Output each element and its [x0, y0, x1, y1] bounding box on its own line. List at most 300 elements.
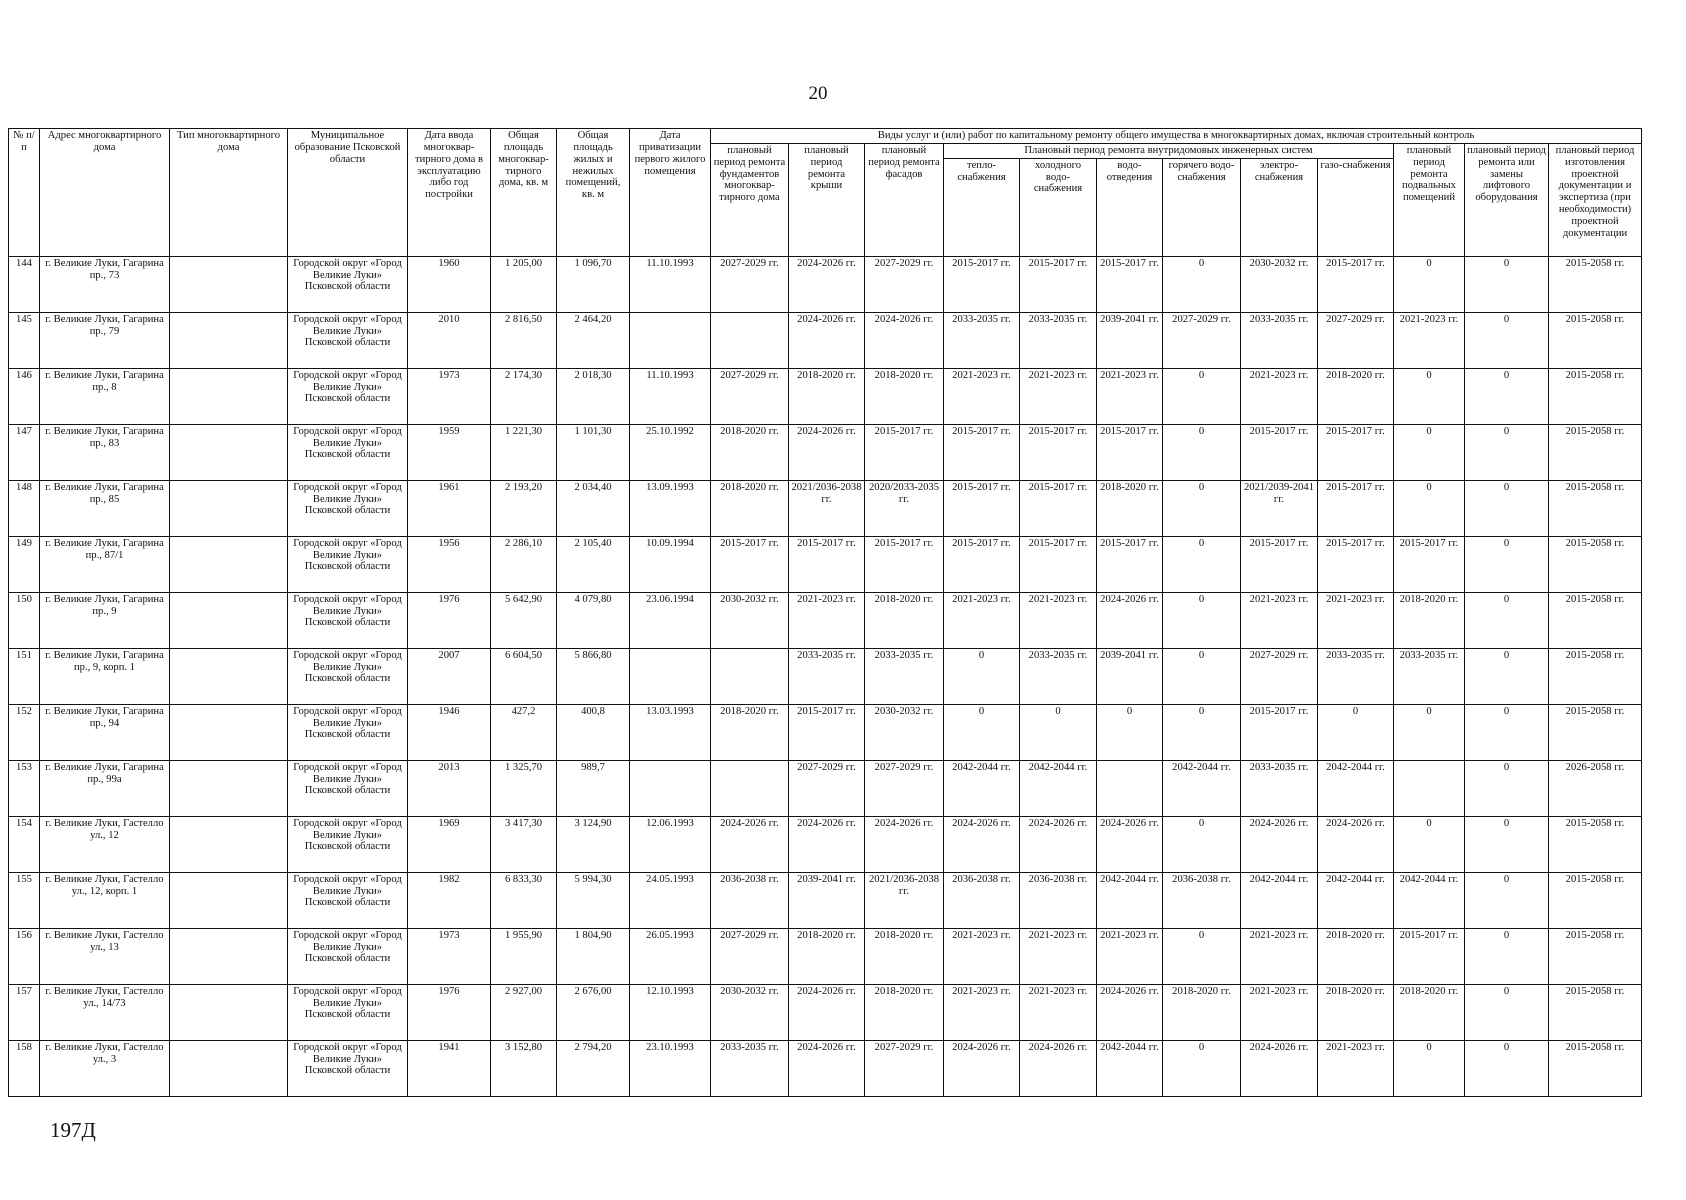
col-header-roof: плановый период ремонта крыши: [789, 143, 865, 256]
building-type-cell: [170, 368, 288, 424]
electricity-period-cell: 2015-2017 гг.: [1241, 536, 1318, 592]
foundation-period-cell: 2024-2026 гг.: [711, 816, 789, 872]
gas-period-cell: 2024-2026 гг.: [1318, 816, 1394, 872]
building-type-cell: [170, 312, 288, 368]
sewerage-period-cell: 2042-2044 гг.: [1097, 1040, 1163, 1096]
table-row: [9, 872, 1642, 928]
gas-period-cell: 2033-2035 гг.: [1318, 648, 1394, 704]
total-area-cell: 6 833,30: [491, 872, 557, 928]
elevator-period-cell: 0: [1465, 424, 1549, 480]
total-area-cell: 2 174,30: [491, 368, 557, 424]
address-cell: г. Великие Луки, Гагарина пр., 85: [40, 480, 170, 536]
building-type-cell: [170, 424, 288, 480]
commission-year-cell: 1976: [408, 984, 491, 1040]
col-header-heating: тепло-снабжения: [944, 158, 1020, 256]
cold-water-period-cell: 2015-2017 гг.: [1020, 256, 1097, 312]
foundation-period-cell: 2018-2020 гг.: [711, 424, 789, 480]
roof-period-cell: 2024-2026 гг.: [789, 312, 865, 368]
total-area-cell: 1 221,30: [491, 424, 557, 480]
gas-period-cell: 2042-2044 гг.: [1318, 872, 1394, 928]
roof-period-cell: 2015-2017 гг.: [789, 704, 865, 760]
facade-period-cell: 2027-2029 гг.: [865, 760, 944, 816]
cold-water-period-cell: 2036-2038 гг.: [1020, 872, 1097, 928]
roof-period-cell: 2018-2020 гг.: [789, 368, 865, 424]
electricity-period-cell: 2042-2044 гг.: [1241, 872, 1318, 928]
commission-year-cell: 1973: [408, 928, 491, 984]
electricity-period-cell: 2021-2023 гг.: [1241, 984, 1318, 1040]
design-docs-period-cell: 2015-2058 гг.: [1549, 816, 1642, 872]
elevator-period-cell: 0: [1465, 704, 1549, 760]
row-number-cell: 150: [9, 592, 40, 648]
total-area-cell: 1 955,90: [491, 928, 557, 984]
row-number-cell: 152: [9, 704, 40, 760]
municipality-cell: Городской округ «Город Великие Луки» Псковской области: [288, 872, 408, 928]
table-row: [9, 928, 1642, 984]
col-header-sewerage: водо-отведения: [1097, 158, 1163, 256]
table-row: [9, 816, 1642, 872]
sewerage-period-cell: 2015-2017 гг.: [1097, 256, 1163, 312]
municipality-cell: Городской округ «Город Великие Луки» Псковской области: [288, 536, 408, 592]
privatization-date-cell: 26.05.1993: [630, 928, 711, 984]
heating-period-cell: 2024-2026 гг.: [944, 1040, 1020, 1096]
sewerage-period-cell: 2042-2044 гг.: [1097, 872, 1163, 928]
cold-water-period-cell: 2021-2023 гг.: [1020, 368, 1097, 424]
cold-water-period-cell: 2024-2026 гг.: [1020, 1040, 1097, 1096]
elevator-period-cell: 0: [1465, 256, 1549, 312]
basement-period-cell: 2015-2017 гг.: [1394, 536, 1465, 592]
col-header-cold-water: холодного водо-снабжения: [1020, 158, 1097, 256]
privatization-date-cell: 13.03.1993: [630, 704, 711, 760]
hot-water-period-cell: 0: [1163, 480, 1241, 536]
foundation-period-cell: 2030-2032 гг.: [711, 592, 789, 648]
building-type-cell: [170, 536, 288, 592]
design-docs-period-cell: 2015-2058 гг.: [1549, 928, 1642, 984]
row-number-cell: 156: [9, 928, 40, 984]
building-type-cell: [170, 480, 288, 536]
col-group-engineering-systems: Плановый период ремонта внутридомовых инженерных систем: [944, 143, 1394, 158]
hot-water-period-cell: 0: [1163, 368, 1241, 424]
basement-period-cell: 2042-2044 гг.: [1394, 872, 1465, 928]
gas-period-cell: 2021-2023 гг.: [1318, 1040, 1394, 1096]
facade-period-cell: 2021/2036-2038 гг.: [865, 872, 944, 928]
cold-water-period-cell: 2042-2044 гг.: [1020, 760, 1097, 816]
electricity-period-cell: 2021/2039-2041 гг.: [1241, 480, 1318, 536]
building-type-cell: [170, 928, 288, 984]
table-row: [9, 368, 1642, 424]
sewerage-period-cell: 2021-2023 гг.: [1097, 928, 1163, 984]
foundation-period-cell: 2027-2029 гг.: [711, 368, 789, 424]
elevator-period-cell: 0: [1465, 984, 1549, 1040]
hot-water-period-cell: 0: [1163, 536, 1241, 592]
roof-period-cell: 2027-2029 гг.: [789, 760, 865, 816]
address-cell: г. Великие Луки, Гагарина пр., 79: [40, 312, 170, 368]
col-header-electricity: электро-снабжения: [1241, 158, 1318, 256]
row-number-cell: 144: [9, 256, 40, 312]
basement-period-cell: [1394, 760, 1465, 816]
privatization-date-cell: 11.10.1993: [630, 368, 711, 424]
electricity-period-cell: 2033-2035 гг.: [1241, 312, 1318, 368]
gas-period-cell: 2027-2029 гг.: [1318, 312, 1394, 368]
living-area-cell: 989,7: [557, 760, 630, 816]
sewerage-period-cell: 2024-2026 гг.: [1097, 816, 1163, 872]
living-area-cell: 2 464,20: [557, 312, 630, 368]
table-row: [9, 536, 1642, 592]
municipality-cell: Городской округ «Город Великие Луки» Псковской области: [288, 816, 408, 872]
privatization-date-cell: 10.09.1994: [630, 536, 711, 592]
electricity-period-cell: 2030-2032 гг.: [1241, 256, 1318, 312]
elevator-period-cell: 0: [1465, 648, 1549, 704]
living-area-cell: 2 034,40: [557, 480, 630, 536]
address-cell: г. Великие Луки, Гастелло ул., 14/73: [40, 984, 170, 1040]
privatization-date-cell: 25.10.1992: [630, 424, 711, 480]
design-docs-period-cell: 2015-2058 гг.: [1549, 368, 1642, 424]
gas-period-cell: 2015-2017 гг.: [1318, 536, 1394, 592]
design-docs-period-cell: 2015-2058 гг.: [1549, 592, 1642, 648]
table-header: [9, 129, 1642, 257]
total-area-cell: 3 417,30: [491, 816, 557, 872]
roof-period-cell: 2021-2023 гг.: [789, 592, 865, 648]
gas-period-cell: 2015-2017 гг.: [1318, 424, 1394, 480]
heating-period-cell: 2015-2017 гг.: [944, 256, 1020, 312]
electricity-period-cell: 2024-2026 гг.: [1241, 1040, 1318, 1096]
hot-water-period-cell: 0: [1163, 648, 1241, 704]
building-type-cell: [170, 592, 288, 648]
municipality-cell: Городской округ «Город Великие Луки» Псковской области: [288, 312, 408, 368]
heating-period-cell: 2021-2023 гг.: [944, 368, 1020, 424]
total-area-cell: 6 604,50: [491, 648, 557, 704]
table-row: [9, 256, 1642, 312]
sewerage-period-cell: 2024-2026 гг.: [1097, 984, 1163, 1040]
hot-water-period-cell: 2036-2038 гг.: [1163, 872, 1241, 928]
col-header-foundation: плановый период ремонта фундаментов многоквар-тирного дома: [711, 143, 789, 256]
basement-period-cell: 2021-2023 гг.: [1394, 312, 1465, 368]
elevator-period-cell: 0: [1465, 760, 1549, 816]
electricity-period-cell: 2024-2026 гг.: [1241, 816, 1318, 872]
basement-period-cell: 2018-2020 гг.: [1394, 592, 1465, 648]
table-row: [9, 704, 1642, 760]
sewerage-period-cell: 2021-2023 гг.: [1097, 368, 1163, 424]
row-number-cell: 155: [9, 872, 40, 928]
electricity-period-cell: 2033-2035 гг.: [1241, 760, 1318, 816]
design-docs-period-cell: 2015-2058 гг.: [1549, 256, 1642, 312]
building-type-cell: [170, 984, 288, 1040]
elevator-period-cell: 0: [1465, 480, 1549, 536]
table-row: [9, 648, 1642, 704]
address-cell: г. Великие Луки, Гагарина пр., 8: [40, 368, 170, 424]
row-number-cell: 149: [9, 536, 40, 592]
design-docs-period-cell: 2026-2058 гг.: [1549, 760, 1642, 816]
table-row: [9, 1040, 1642, 1096]
roof-period-cell: 2024-2026 гг.: [789, 984, 865, 1040]
elevator-period-cell: 0: [1465, 928, 1549, 984]
row-number-cell: 158: [9, 1040, 40, 1096]
facade-period-cell: 2018-2020 гг.: [865, 368, 944, 424]
cold-water-period-cell: 2033-2035 гг.: [1020, 312, 1097, 368]
municipality-cell: Городской округ «Город Великие Луки» Псковской области: [288, 424, 408, 480]
facade-period-cell: 2018-2020 гг.: [865, 592, 944, 648]
design-docs-period-cell: 2015-2058 гг.: [1549, 312, 1642, 368]
facade-period-cell: 2018-2020 гг.: [865, 984, 944, 1040]
col-header-privatization-date: Дата приватизации первого жилого помещения: [630, 129, 711, 257]
building-type-cell: [170, 872, 288, 928]
elevator-period-cell: 0: [1465, 872, 1549, 928]
total-area-cell: 1 325,70: [491, 760, 557, 816]
building-type-cell: [170, 816, 288, 872]
facade-period-cell: 2024-2026 гг.: [865, 312, 944, 368]
electricity-period-cell: 2021-2023 гг.: [1241, 592, 1318, 648]
municipality-cell: Городской округ «Город Великие Луки» Псковской области: [288, 1040, 408, 1096]
building-type-cell: [170, 1040, 288, 1096]
table-row: [9, 984, 1642, 1040]
municipality-cell: Городской округ «Город Великие Луки» Псковской области: [288, 256, 408, 312]
row-number-cell: 153: [9, 760, 40, 816]
foundation-period-cell: 2030-2032 гг.: [711, 984, 789, 1040]
gas-period-cell: 2018-2020 гг.: [1318, 984, 1394, 1040]
roof-period-cell: 2024-2026 гг.: [789, 256, 865, 312]
col-header-address: Адрес многоквартирного дома: [40, 129, 170, 257]
row-number-cell: 151: [9, 648, 40, 704]
foundation-period-cell: 2027-2029 гг.: [711, 256, 789, 312]
commission-year-cell: 2013: [408, 760, 491, 816]
table-body: [9, 256, 1642, 1096]
page-number: 20: [808, 83, 828, 104]
living-area-cell: 3 124,90: [557, 816, 630, 872]
hot-water-period-cell: 0: [1163, 424, 1241, 480]
living-area-cell: 1 101,30: [557, 424, 630, 480]
col-header-facade: плановый период ремонта фасадов: [865, 143, 944, 256]
heating-period-cell: 2033-2035 гг.: [944, 312, 1020, 368]
elevator-period-cell: 0: [1465, 312, 1549, 368]
total-area-cell: 3 152,80: [491, 1040, 557, 1096]
living-area-cell: 400,8: [557, 704, 630, 760]
address-cell: г. Великие Луки, Гагарина пр., 9: [40, 592, 170, 648]
foundation-period-cell: [711, 312, 789, 368]
hot-water-period-cell: 0: [1163, 592, 1241, 648]
commission-year-cell: 1982: [408, 872, 491, 928]
sewerage-period-cell: 0: [1097, 704, 1163, 760]
cold-water-period-cell: 2015-2017 гг.: [1020, 536, 1097, 592]
total-area-cell: 427,2: [491, 704, 557, 760]
heating-period-cell: 2024-2026 гг.: [944, 816, 1020, 872]
row-number-cell: 147: [9, 424, 40, 480]
col-header-total-area: Общая площадь многоквар-тирного дома, кв. м: [491, 129, 557, 257]
gas-period-cell: 2018-2020 гг.: [1318, 928, 1394, 984]
facade-period-cell: 2027-2029 гг.: [865, 1040, 944, 1096]
basement-period-cell: 2015-2017 гг.: [1394, 928, 1465, 984]
sewerage-period-cell: 2024-2026 гг.: [1097, 592, 1163, 648]
building-type-cell: [170, 760, 288, 816]
privatization-date-cell: 23.06.1994: [630, 592, 711, 648]
commission-year-cell: 2007: [408, 648, 491, 704]
roof-period-cell: 2024-2026 гг.: [789, 816, 865, 872]
facade-period-cell: 2033-2035 гг.: [865, 648, 944, 704]
commission-year-cell: 1973: [408, 368, 491, 424]
privatization-date-cell: 24.05.1993: [630, 872, 711, 928]
commission-year-cell: 1946: [408, 704, 491, 760]
basement-period-cell: 0: [1394, 704, 1465, 760]
electricity-period-cell: 2027-2029 гг.: [1241, 648, 1318, 704]
address-cell: г. Великие Луки, Гастелло ул., 13: [40, 928, 170, 984]
total-area-cell: 2 193,20: [491, 480, 557, 536]
foundation-period-cell: 2018-2020 гг.: [711, 704, 789, 760]
sewerage-period-cell: [1097, 760, 1163, 816]
municipality-cell: Городской округ «Город Великие Луки» Псковской области: [288, 480, 408, 536]
col-header-hot-water: горячего водо-снабжения: [1163, 158, 1241, 256]
commission-year-cell: 1941: [408, 1040, 491, 1096]
electricity-period-cell: 2015-2017 гг.: [1241, 424, 1318, 480]
table-row: [9, 480, 1642, 536]
design-docs-period-cell: 2015-2058 гг.: [1549, 704, 1642, 760]
sewerage-period-cell: 2039-2041 гг.: [1097, 312, 1163, 368]
privatization-date-cell: 12.06.1993: [630, 816, 711, 872]
design-docs-period-cell: 2015-2058 гг.: [1549, 424, 1642, 480]
cold-water-period-cell: 0: [1020, 704, 1097, 760]
address-cell: г. Великие Луки, Гагарина пр., 9, корп. 1: [40, 648, 170, 704]
municipality-cell: Городской округ «Город Великие Луки» Псковской области: [288, 368, 408, 424]
building-type-cell: [170, 256, 288, 312]
gas-period-cell: 0: [1318, 704, 1394, 760]
heating-period-cell: 2021-2023 гг.: [944, 592, 1020, 648]
cold-water-period-cell: 2015-2017 гг.: [1020, 424, 1097, 480]
address-cell: г. Великие Луки, Гагарина пр., 99а: [40, 760, 170, 816]
total-area-cell: 2 816,50: [491, 312, 557, 368]
design-docs-period-cell: 2015-2058 гг.: [1549, 872, 1642, 928]
repair-schedule-table: [8, 128, 1642, 1097]
table-row: [9, 424, 1642, 480]
elevator-period-cell: 0: [1465, 816, 1549, 872]
sewerage-period-cell: 2039-2041 гг.: [1097, 648, 1163, 704]
municipality-cell: Городской округ «Город Великие Луки» Псковской области: [288, 704, 408, 760]
commission-year-cell: 1959: [408, 424, 491, 480]
facade-period-cell: 2015-2017 гг.: [865, 536, 944, 592]
privatization-date-cell: 13.09.1993: [630, 480, 711, 536]
sewerage-period-cell: 2015-2017 гг.: [1097, 536, 1163, 592]
col-header-commission-date: Дата ввода многоквар-тирного дома в эксплуатацию либо год постройки: [408, 129, 491, 257]
facade-period-cell: 2024-2026 гг.: [865, 816, 944, 872]
repair-schedule-table-wrap: [8, 128, 1642, 1097]
municipality-cell: Городской округ «Город Великие Луки» Псковской области: [288, 928, 408, 984]
col-header-basement: плановый период ремонта подвальных помещений: [1394, 143, 1465, 256]
cold-water-period-cell: 2024-2026 гг.: [1020, 816, 1097, 872]
cold-water-period-cell: 2021-2023 гг.: [1020, 592, 1097, 648]
address-cell: г. Великие Луки, Гагарина пр., 73: [40, 256, 170, 312]
hot-water-period-cell: 2027-2029 гг.: [1163, 312, 1241, 368]
municipality-cell: Городской округ «Город Великие Луки» Псковской области: [288, 984, 408, 1040]
gas-period-cell: 2018-2020 гг.: [1318, 368, 1394, 424]
heating-period-cell: 2042-2044 гг.: [944, 760, 1020, 816]
design-docs-period-cell: 2015-2058 гг.: [1549, 480, 1642, 536]
foundation-period-cell: 2015-2017 гг.: [711, 536, 789, 592]
foundation-period-cell: 2027-2029 гг.: [711, 928, 789, 984]
roof-period-cell: 2018-2020 гг.: [789, 928, 865, 984]
heating-period-cell: 0: [944, 704, 1020, 760]
gas-period-cell: 2015-2017 гг.: [1318, 256, 1394, 312]
basement-period-cell: 0: [1394, 480, 1465, 536]
privatization-date-cell: [630, 648, 711, 704]
commission-year-cell: 1961: [408, 480, 491, 536]
basement-period-cell: 0: [1394, 424, 1465, 480]
elevator-period-cell: 0: [1465, 536, 1549, 592]
col-header-type: Тип многоквартирного дома: [170, 129, 288, 257]
roof-period-cell: 2024-2026 гг.: [789, 1040, 865, 1096]
facade-period-cell: 2015-2017 гг.: [865, 424, 944, 480]
facade-period-cell: 2030-2032 гг.: [865, 704, 944, 760]
gas-period-cell: 2015-2017 гг.: [1318, 480, 1394, 536]
col-header-num: № п/п: [9, 129, 40, 257]
table-row: [9, 312, 1642, 368]
hot-water-period-cell: 0: [1163, 704, 1241, 760]
col-header-elevator: плановый период ремонта или замены лифтового оборудования: [1465, 143, 1549, 256]
roof-period-cell: 2039-2041 гг.: [789, 872, 865, 928]
basement-period-cell: 0: [1394, 1040, 1465, 1096]
foundation-period-cell: [711, 760, 789, 816]
heating-period-cell: 2036-2038 гг.: [944, 872, 1020, 928]
elevator-period-cell: 0: [1465, 368, 1549, 424]
privatization-date-cell: 12.10.1993: [630, 984, 711, 1040]
address-cell: г. Великие Луки, Гагарина пр., 94: [40, 704, 170, 760]
commission-year-cell: 1960: [408, 256, 491, 312]
facade-period-cell: 2020/2033-2035 гг.: [865, 480, 944, 536]
sewerage-period-cell: 2018-2020 гг.: [1097, 480, 1163, 536]
row-number-cell: 148: [9, 480, 40, 536]
elevator-period-cell: 0: [1465, 1040, 1549, 1096]
heating-period-cell: 2021-2023 гг.: [944, 984, 1020, 1040]
col-header-gas: газо-снабжения: [1318, 158, 1394, 256]
design-docs-period-cell: 2015-2058 гг.: [1549, 648, 1642, 704]
total-area-cell: 2 927,00: [491, 984, 557, 1040]
total-area-cell: 1 205,00: [491, 256, 557, 312]
living-area-cell: 1 096,70: [557, 256, 630, 312]
heating-period-cell: 2015-2017 гг.: [944, 424, 1020, 480]
design-docs-period-cell: 2015-2058 гг.: [1549, 1040, 1642, 1096]
living-area-cell: 2 676,00: [557, 984, 630, 1040]
roof-period-cell: 2021/2036-2038 гг.: [789, 480, 865, 536]
foundation-period-cell: 2036-2038 гг.: [711, 872, 789, 928]
document-code: 197Д: [50, 1118, 96, 1142]
building-type-cell: [170, 648, 288, 704]
col-header-design-docs: плановый период изготовления проектной документации и экспертиза (при необходимости) проектной документации: [1549, 143, 1642, 256]
basement-period-cell: 2033-2035 гг.: [1394, 648, 1465, 704]
roof-period-cell: 2024-2026 гг.: [789, 424, 865, 480]
facade-period-cell: 2018-2020 гг.: [865, 928, 944, 984]
design-docs-period-cell: 2015-2058 гг.: [1549, 984, 1642, 1040]
living-area-cell: 4 079,80: [557, 592, 630, 648]
cold-water-period-cell: 2033-2035 гг.: [1020, 648, 1097, 704]
row-number-cell: 145: [9, 312, 40, 368]
electricity-period-cell: 2021-2023 гг.: [1241, 928, 1318, 984]
total-area-cell: 2 286,10: [491, 536, 557, 592]
row-number-cell: 157: [9, 984, 40, 1040]
elevator-period-cell: 0: [1465, 592, 1549, 648]
electricity-period-cell: 2015-2017 гг.: [1241, 704, 1318, 760]
hot-water-period-cell: 0: [1163, 816, 1241, 872]
commission-year-cell: 1956: [408, 536, 491, 592]
roof-period-cell: 2033-2035 гг.: [789, 648, 865, 704]
gas-period-cell: 2042-2044 гг.: [1318, 760, 1394, 816]
heating-period-cell: 2021-2023 гг.: [944, 928, 1020, 984]
address-cell: г. Великие Луки, Гагарина пр., 83: [40, 424, 170, 480]
cold-water-period-cell: 2021-2023 гг.: [1020, 928, 1097, 984]
row-number-cell: 154: [9, 816, 40, 872]
address-cell: г. Великие Луки, Гагарина пр., 87/1: [40, 536, 170, 592]
heating-period-cell: 2015-2017 гг.: [944, 536, 1020, 592]
hot-water-period-cell: 2018-2020 гг.: [1163, 984, 1241, 1040]
row-number-cell: 146: [9, 368, 40, 424]
municipality-cell: Городской округ «Город Великие Луки» Псковской области: [288, 648, 408, 704]
col-header-living-area: Общая площадь жилых и нежилых помещений, кв. м: [557, 129, 630, 257]
address-cell: г. Великие Луки, Гастелло ул., 3: [40, 1040, 170, 1096]
privatization-date-cell: [630, 312, 711, 368]
